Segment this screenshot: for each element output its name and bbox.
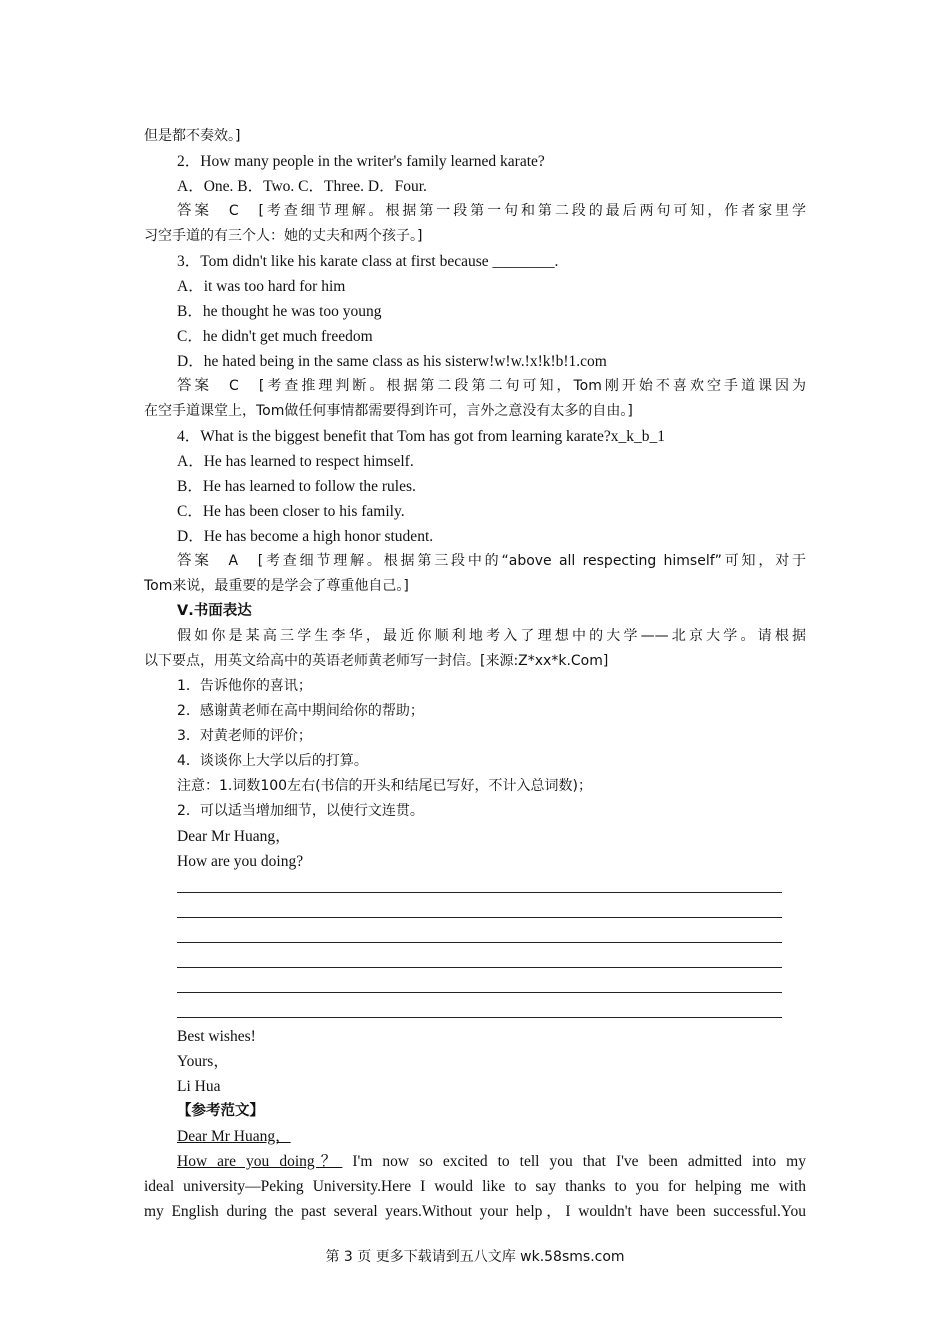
answer-text: C [考查推理判断。根据第二段第二句可知，Tom刚开始不喜欢空手道课因为	[229, 378, 807, 394]
writing-blank-line	[144, 974, 806, 999]
point-4: 4．谈谈你上大学以后的打算。	[177, 753, 368, 769]
page-content	[144, 124, 806, 1224]
answer-4	[144, 549, 806, 574]
point-1: 1．告诉他你的喜讯；	[177, 678, 312, 694]
answer-3-cont: 在空手道课堂上，Tom做任何事情都需要得到许可，言外之意没有太多的自由。]	[144, 403, 633, 419]
page-footer: 第 3 页 更多下载请到五八文库 wk.58sms.com	[325, 1249, 625, 1265]
writing-prompt: 假如你是某高三学生李华，最近你顺利地考入了理想中的大学——北京大学。请根据	[177, 628, 806, 644]
section-heading: Ⅴ.书面表达	[177, 603, 252, 619]
answer-4-cont: Tom来说，最重要的是学会了尊重他自己。]	[144, 578, 409, 594]
question-4-option-a: A．He has learned to respect himself.	[177, 453, 414, 470]
reference-text: I'm now so excited to tell you that I've been admitted into my	[342, 1153, 806, 1170]
letter-opening: How are you doing?	[177, 853, 304, 870]
question-3-option-a: A．it was too hard for him	[177, 278, 346, 295]
letter-yours: Yours，	[177, 1053, 229, 1070]
question-3-option-c: C．he didn't get much freedom	[177, 328, 373, 345]
answer-text: C [考查细节理解。根据第一段第一句和第二段的最后两句可知，作者家里学	[228, 203, 807, 219]
answer-2	[144, 199, 806, 224]
letter-closing: Best wishes!	[177, 1028, 256, 1045]
letter-greeting: Dear Mr Huang，	[177, 828, 291, 845]
point-3: 3．对黄老师的评价；	[177, 728, 312, 744]
reference-heading: 【参考范文】	[177, 1103, 264, 1119]
answer-2-cont: 习空手道的有三个人：她的丈夫和两个孩子。]	[144, 228, 423, 244]
note-2: 2．可以适当增加细节，以使行文连贯。	[177, 803, 424, 819]
letter-signature: Li Hua	[177, 1078, 221, 1095]
reference-line-3: my English during the past several years.Without your help，I wouldn't have been successful.You	[144, 1203, 806, 1220]
writing-blank-line	[144, 874, 806, 899]
question-4: 4．What is the biggest benefit that Tom has got from learning karate?x_k_b_1	[177, 428, 666, 445]
writing-prompt-cont: 以下要点，用英文给高中的英语老师黄老师写一封信。[来源:Z*xx*k.Com]	[144, 653, 609, 669]
answer-label: 答案	[177, 553, 212, 569]
answer-label: 答案	[177, 378, 213, 394]
answer-3	[144, 374, 806, 399]
note-1: 注意：1.词数100左右(书信的开头和结尾已写好，不计入总词数)；	[177, 778, 593, 794]
question-2: 2．How many people in the writer's family learned karate?	[177, 153, 545, 170]
reference-greeting	[144, 1124, 806, 1149]
question-4-option-c: C．He has been closer to his family.	[177, 503, 405, 520]
question-3-option-d: D．he hated being in the same class as his sisterw!w!w.!x!k!b!1.com	[177, 353, 607, 370]
answer-text: A [考查细节理解。根据第三段中的“above all respecting himself”可知，对于	[228, 553, 807, 569]
reference-line-1	[144, 1149, 806, 1174]
text-line: 但是都不奏效。]	[144, 128, 241, 144]
question-3-option-b: B．he thought he was too young	[177, 303, 382, 320]
question-3: 3．Tom didn't like his karate class at first because ________.	[177, 253, 559, 270]
writing-blank-line	[144, 949, 806, 974]
reference-opening: How are you doing？	[177, 1153, 343, 1170]
point-2: 2．感谢黄老师在高中期间给你的帮助；	[177, 703, 424, 719]
question-2-options: A．One. B．Two. C．Three. D．Four.	[177, 178, 427, 195]
reference-line-2: ideal university—Peking University.Here I would like to say thanks to you for helping me with	[144, 1178, 806, 1195]
writing-blank-line	[144, 899, 806, 924]
question-4-option-b: B．He has learned to follow the rules.	[177, 478, 416, 495]
writing-blank-line	[144, 999, 806, 1024]
reference-greeting-text: Dear Mr Huang，	[177, 1128, 291, 1145]
writing-blank-line	[144, 924, 806, 949]
answer-label: 答案	[177, 203, 212, 219]
question-4-option-d: D．He has become a high honor student.	[177, 528, 434, 545]
